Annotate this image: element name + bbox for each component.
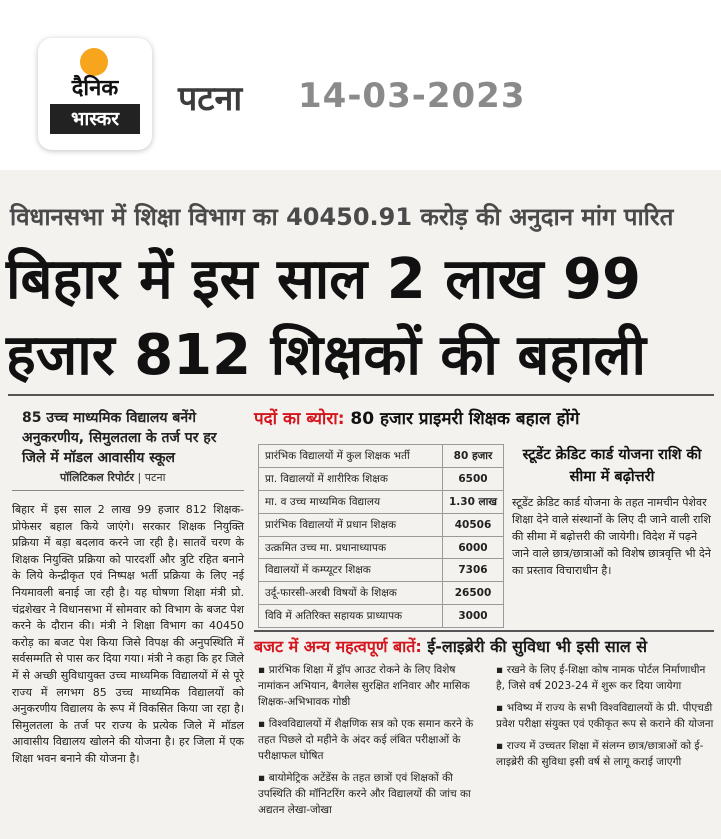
bullet-icon: ▪ [258,718,269,730]
table-row [259,536,504,559]
post-label: उर्दू-फारसी-अरबी विषयों के शिक्षक [259,582,443,605]
budget-title-red: बजट में अन्य महत्वपूर्ण बातें: [254,637,422,656]
post-count: 1.30 लाख [443,490,504,513]
post-count: 80 हजार [443,445,504,468]
byline: पॉलिटिकल रिपोर्टर | पटना [60,471,166,484]
kicker: विधानसभा में शिक्षा विभाग का 40450.91 करोड़ की अनुदान मांग पारित [10,203,674,231]
post-count: 6500 [443,467,504,490]
list-item [258,716,484,764]
app-header [0,0,721,170]
post-count: 7306 [443,559,504,582]
divider [8,394,714,396]
list-item [258,662,484,710]
post-label: विद्यालयों में कम्प्यूटर शिक्षक [259,559,443,582]
divider [254,630,714,632]
list-item-text: बायोमेट्रिक अटेंडेंस के तहत छात्रों एवं शिक्षकों की उपस्थिति की मॉनिटरिंग करने और विद्यालयों की जांच का अद्यतन लेखा-जोखा [258,772,471,816]
bullet-icon: ▪ [258,664,269,676]
post-count: 40506 [443,513,504,536]
list-item [496,700,716,732]
card-title: स्टूडेंट क्रेडिट कार्ड योजना राशि की सीमा में बढ़ोत्तरी [522,447,702,485]
byline-reporter: पॉलिटिकल रिपोर्टर [60,471,135,484]
date-label: 14-03-2023 [298,76,526,116]
bullet-icon: ▪ [496,740,507,752]
list-item-text: राज्य में उच्चतर शिक्षा में संलग्न छात्र/छात्राओं को ई-लाइब्रेरी की सुविधा इसी वर्ष से लागू कराई जाएगी [496,740,704,768]
headline-line-2: हजार 812 शिक्षकों की बहाली [6,323,647,388]
posts-panel [254,400,714,652]
table-row [259,445,504,468]
bullet-icon: ▪ [258,772,269,784]
divider [12,490,244,491]
newspaper-clipping [0,170,721,839]
list-item-text: भविष्य में राज्य के सभी विश्वविद्यालयों के प्री. पीएचडी प्रवेश परीक्षा संयुक्त एवं एकीकृत रूप से कराने की योजना [496,702,714,730]
posts-title [254,406,714,429]
list-item [258,770,484,818]
list-item-text: प्रारंभिक शिक्षा में ड्रॉप आउट रोकने के लिए विशेष नामांकन अभियान, बैगलेस सुरक्षित शनिवार और मासिक शिक्षक-अभिभावक गोष्ठी [258,664,470,708]
headline [6,242,718,394]
posts-title-rest: 80 हजार प्राइमरी शिक्षक बहाल होंगे [344,409,580,429]
list-item-text: रखने के लिए ई-शिक्षा कोष नामक पोर्टल निर्माणाधीन है, जिसे वर्ष 2023-24 में शुरू कर दिया जायेगा [496,664,706,692]
city-label: पटना [178,79,243,119]
dainik-bhaskar-logo[interactable] [38,38,152,150]
post-label: प्रारंभिक विद्यालयों में कुल शिक्षक भर्ती [259,445,443,468]
table-row [259,513,504,536]
sub-headline: 85 उच्च माध्यमिक विद्यालय बनेंगे अनुकरणीय, सिमुलतला के तर्ज पर हर जिले में मॉडल आवासीय स्कूल [22,410,217,466]
list-item-text: विश्वविद्यालयों में शैक्षणिक सत्र को एक समान करने के तहत पिछले दो महीने के अंदर कई लंबित परीक्षाओं के परीक्षाफल घोषित [258,718,474,762]
post-label: विवि में अतिरिक्त सहायक प्राध्यापक [259,605,443,628]
post-count: 6000 [443,536,504,559]
list-item [496,738,716,770]
credit-card-box [512,444,712,640]
headline-line-1: बिहार में इस साल 2 लाख 99 [6,247,641,312]
logo-text-bottom: भास्कर [50,104,140,134]
article-body: बिहार में इस साल 2 लाख 99 हजार 812 शिक्षक-प्रोफेसर बहाल किये जाएंगे। सरकार शिक्षक नियुक्ति प्रक्रिया में बड़ा बदलाव करने जा रही है। सातवें चरण के शिक्षक नियुक्ति प्रक्रिया को पारदर्शी और त्रुटि रहित बनाने के लिये केन्द्रीकृत एवं निष्पक्ष भर्ती प्रक्रिया के लिए नई नियमावली बनाई जा रही है। यह घोषणा शिक्षा मंत्री प्रो. चंद्रशेखर ने विधानसभा में सोमवार को विभाग के बजट पेश करने के दौरान की। मंत्री ने शिक्षा विभाग का 40450 करोड़ का बजट पेश किया जिसे विपक्ष की अनुपस्थिति में सर्वसम्मति से पास कर दिया गया। मंत्री ने कहा कि हर जिले में से अच्छी सुविधायुक्त उच्च माध्यमिक विद्यालयों में से पूरे राज्य में लगभग 85 उच्च माध्यमिक विद्यालयों को अनुकरणीय विद्यालय के रूप में विकसित किया जा रहा है। सिमुलतला के तर्ज पर राज्य के प्रत्येक जिले में मॉडल आवासीय विद्यालय खोलने की योजना है। हर जिला में एक शिक्षा भवन बनाने की योजना है। [12,503,244,765]
table-row [259,467,504,490]
table-row [259,490,504,513]
posts-title-red: पदों का ब्योरा: [254,409,345,429]
table-row [259,605,504,628]
bullet-icon: ▪ [496,702,507,714]
post-count: 3000 [443,605,504,628]
posts-table [258,444,504,628]
post-count: 26500 [443,582,504,605]
logo-text-top: दैनिक [71,76,119,101]
post-label: प्रा. विद्यालयों में शारीरिक शिक्षक [259,467,443,490]
post-label: मा. व उच्च माध्यमिक विद्यालय [259,490,443,513]
table-row [259,559,504,582]
budget-list-left [258,662,484,824]
post-label: प्रारंभिक विद्यालयों में प्रधान शिक्षक [259,513,443,536]
card-body: स्टूडेंट क्रेडिट कार्ड योजना के तहत नामचीन पेशेवर शिक्षा देने वाले संस्थानों के लिए दी जाने वाली राशि की सीमा में बढ़ोत्तरी की जायेगी। विदेश में पढ़ने जाने वाले छात्र/छात्राओं को विशेष छात्रवृत्ति भी देने का प्रस्ताव विचाराधीन है। [512,496,711,577]
budget-list-right [496,662,716,776]
bullet-icon: ▪ [496,664,507,676]
post-label: उत्क्रमित उच्च मा. प्रधानाध्यापक [259,536,443,559]
table-row [259,582,504,605]
budget-title-rest: ई-लाइब्रेरी की सुविधा भी इसी साल से [421,637,648,656]
budget-title [254,635,714,657]
list-item [496,662,716,694]
byline-city: पटना [144,471,166,484]
